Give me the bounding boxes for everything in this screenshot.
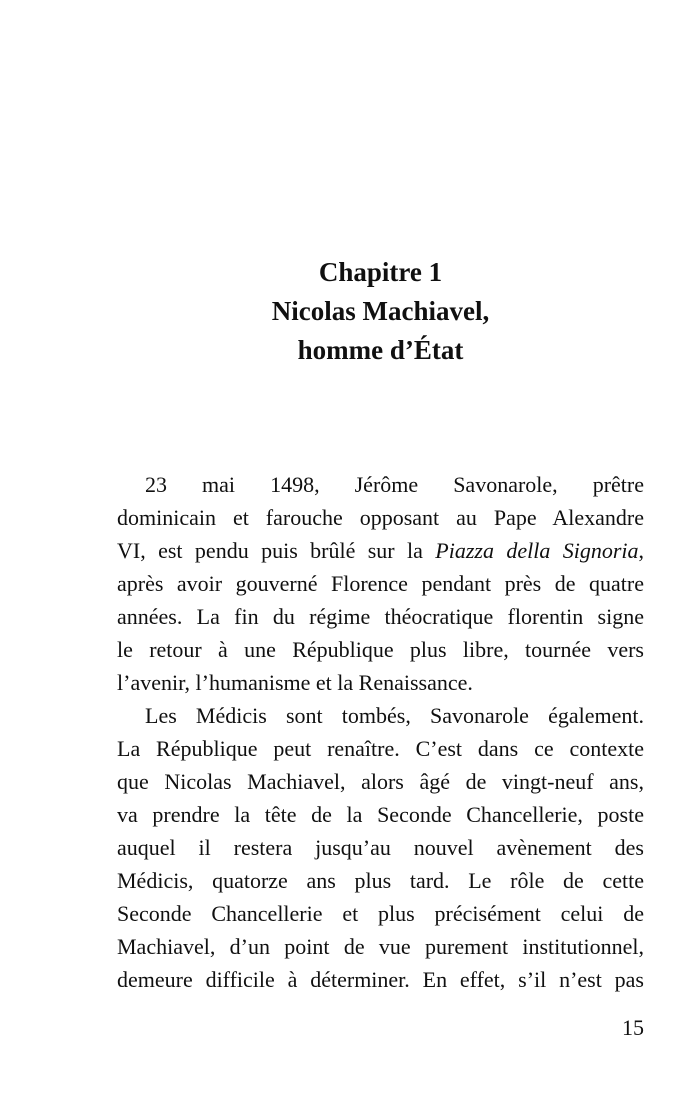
- paragraph-1: [117, 468, 644, 699]
- body-line: [117, 534, 644, 567]
- paragraph-2: [117, 699, 644, 996]
- body-line: années. La fin du régime théocratique florentin signe: [117, 604, 644, 629]
- body-line: que Nicolas Machiavel, alors âgé de vingt-neuf ans,: [117, 769, 644, 794]
- body-line: après avoir gouverné Florence pendant près de quatre: [117, 571, 644, 596]
- body-line: demeure difficile à déterminer. En effet, s’il n’est pas: [117, 967, 644, 992]
- text-block: [117, 253, 644, 996]
- body-line: auquel il restera jusqu’au nouvel avènement des: [117, 835, 644, 860]
- body-line: La République peut renaître. C’est dans ce contexte: [117, 736, 644, 761]
- italic-phrase: Piazza della Signoria: [435, 538, 639, 563]
- body-line: Machiavel, d’un point de vue purement institutionnel,: [117, 934, 644, 959]
- body-line-segment: ,: [638, 538, 645, 563]
- chapter-title-line-3: homme d’État: [297, 335, 464, 365]
- chapter-title: [117, 253, 644, 370]
- body-line: l’avenir, l’humanisme et la Renaissance.: [117, 670, 473, 695]
- body-line: dominicain et farouche opposant au Pape Alexandre: [117, 505, 644, 530]
- body-text: [117, 468, 644, 996]
- body-line: Seconde Chancellerie et plus précisément celui de: [117, 901, 644, 926]
- chapter-title-line-2: Nicolas Machiavel,: [271, 296, 490, 326]
- body-line: va prendre la tête de la Seconde Chancellerie, poste: [117, 802, 644, 827]
- body-line: 23 mai 1498, Jérôme Savonarole, prêtre: [145, 472, 644, 497]
- body-line-segment: VI, est pendu puis brûlé sur la: [117, 538, 436, 563]
- body-line: Médicis, quatorze ans plus tard. Le rôle de cette: [117, 868, 644, 893]
- body-line: le retour à une République plus libre, tournée vers: [117, 637, 644, 662]
- page-number: 15: [622, 1015, 644, 1040]
- body-line: Les Médicis sont tombés, Savonarole également.: [145, 703, 644, 728]
- chapter-title-line-1: Chapitre 1: [318, 257, 443, 287]
